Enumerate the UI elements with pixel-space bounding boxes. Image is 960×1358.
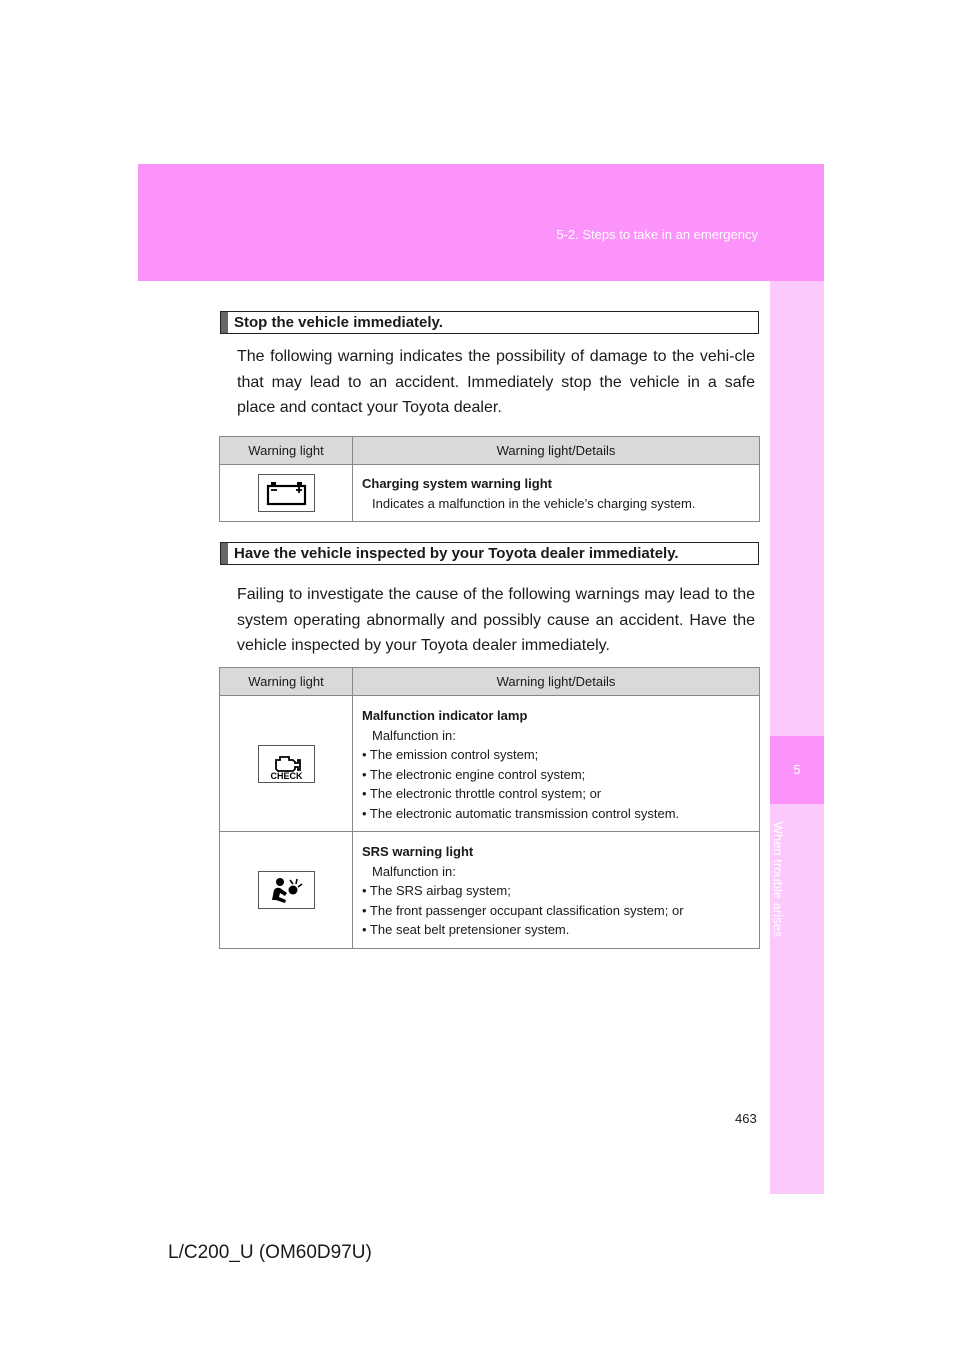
section1-paragraph: The following warning indicates the possibility of damage to the vehi-cle that may lead to an accident. Immediately stop the vehicle in a safe place and contact your Toyota dealer.	[237, 348, 755, 416]
battery-icon	[258, 474, 315, 512]
row-line: Indicates a malfunction in the vehicle’s charging system.	[372, 495, 696, 511]
table-header-row	[220, 668, 760, 696]
chapter-title: When trouble arises	[770, 821, 786, 938]
icon-cell	[220, 465, 353, 522]
row-line: Malfunction in:	[372, 863, 456, 879]
detail-cell	[353, 696, 760, 832]
row-line: • The electronic throttle control system; or	[362, 786, 602, 801]
header-band	[138, 164, 824, 281]
col-warning-light: Warning light	[220, 668, 353, 696]
check-label: CHECK	[269, 770, 303, 781]
section1-heading: Stop the vehicle immediately.	[234, 314, 443, 331]
col-details: Warning light/Details	[353, 668, 760, 696]
section2-heading-box	[220, 542, 759, 565]
heading-bar	[221, 312, 228, 333]
section2-warning-table	[219, 667, 760, 949]
table-row	[220, 465, 760, 522]
row-line: Malfunction in:	[372, 727, 456, 743]
chapter-number: 5	[793, 762, 801, 777]
table-header-row	[220, 437, 760, 465]
row-line: • The front passenger occupant classification system; or	[362, 902, 684, 918]
heading-bar	[221, 543, 228, 564]
section1-heading-box	[220, 311, 759, 334]
icon-cell	[220, 696, 353, 832]
chapter-number-box	[770, 736, 824, 804]
table-row	[220, 696, 760, 832]
row-line: • The electronic engine control system;	[362, 766, 586, 782]
row-title: SRS warning light	[362, 844, 474, 859]
row-line: • The emission control system;	[362, 747, 539, 762]
row-title: Charging system warning light	[362, 476, 552, 491]
section2-heading: Have the vehicle inspected by your Toyota dealer immediately.	[234, 545, 679, 562]
col-details: Warning light/Details	[353, 437, 760, 465]
detail-cell	[353, 832, 760, 949]
row-line: • The seat belt pretensioner system.	[362, 922, 570, 937]
col-warning-light: Warning light	[220, 437, 353, 465]
section2-paragraph: Failing to investigate the cause of the following warnings may lead to the system operating abnormally and possibly cause an accident. Have the vehicle inspected by your Toyota dealer immediately.	[237, 586, 755, 654]
row-line: • The electronic automatic transmission control system.	[362, 805, 680, 821]
icon-cell	[220, 832, 353, 949]
row-line: • The SRS airbag system;	[362, 883, 511, 898]
detail-cell	[353, 465, 760, 522]
header-section-title: 5-2. Steps to take in an emergency	[556, 227, 758, 242]
table-row	[220, 832, 760, 949]
row-title: Malfunction indicator lamp	[362, 708, 528, 723]
page-number: 463	[735, 1111, 757, 1126]
footer-code: L/C200_U (OM60D97U)	[168, 1242, 372, 1263]
check-engine-icon	[258, 745, 315, 783]
srs-airbag-icon	[258, 871, 315, 909]
section1-warning-table	[219, 436, 760, 522]
